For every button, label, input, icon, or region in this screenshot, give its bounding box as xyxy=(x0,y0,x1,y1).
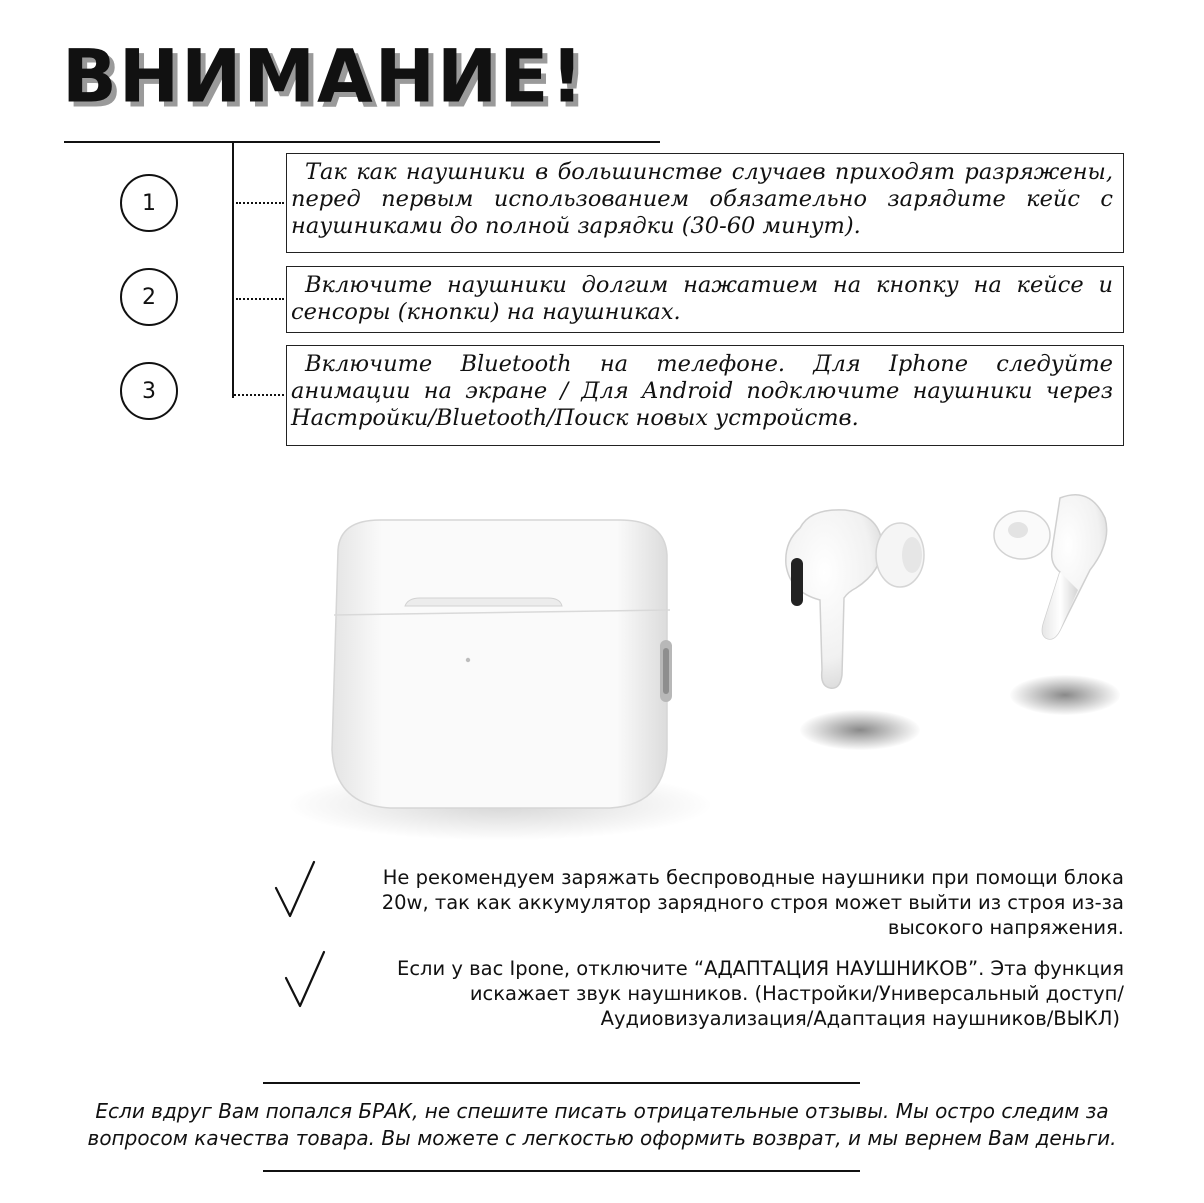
step-2-box xyxy=(286,266,1124,333)
earbuds-illustration xyxy=(760,480,1140,710)
note-2-line-3: Аудиовизуализация/Адаптация наушников/ВЫКЛ) xyxy=(600,1007,1120,1030)
step-3-connector xyxy=(234,394,284,396)
step-3-box xyxy=(286,345,1124,446)
footer-text xyxy=(40,1098,1164,1152)
checkmark-icon xyxy=(282,948,328,1010)
step-number-3: 3 xyxy=(120,362,178,420)
steps-connector-line xyxy=(232,141,234,398)
note-2-line-1: Если у вас Ipone, отключите “АДАПТАЦИЯ НАУШНИКОВ”. Эта функция xyxy=(397,957,1124,980)
page-title: ВНИМАНИЕ! xyxy=(62,33,586,119)
step-1-connector xyxy=(236,202,284,204)
step-number-1: 1 xyxy=(120,174,178,232)
step-2-connector xyxy=(236,298,284,300)
earbuds-case-illustration xyxy=(320,510,680,820)
left-earbud-shadow xyxy=(800,710,920,750)
note-1 xyxy=(382,865,1124,940)
note-1-line-3: высокого напряжения. xyxy=(887,916,1124,939)
footer-line-2: вопросом качества товара. Вы можете с легкостью оформить возврат, и мы вернем Вам деньги. xyxy=(87,1126,1117,1150)
note-1-line-2: 20w, так как аккумулятор зарядного строя может выйти из строя из-за xyxy=(381,891,1124,914)
footer-bottom-divider xyxy=(263,1170,860,1172)
step-3-text: Включите Bluetooth на телефоне. Для Iphone следуйте анимации на экране / Для Android подключите наушники через Настройки/Bluetooth/Поиск новых устройств. xyxy=(291,351,1113,431)
step-2-text: Включите наушники долгим нажатием на кнопку на кейсе и сенсоры (кнопки) на наушниках. xyxy=(291,272,1113,325)
step-1-text: Так как наушники в большинстве случаев приходят разряжены, перед первым использованием обязательно зарядите кейс с наушниками до полной зарядки (30-60 минут). xyxy=(291,159,1113,239)
note-2 xyxy=(397,956,1124,1031)
checkmark-icon xyxy=(272,858,318,920)
step-number-2: 2 xyxy=(120,268,178,326)
footer-top-divider xyxy=(263,1082,860,1084)
step-1-box xyxy=(286,153,1124,253)
note-1-line-1: Не рекомендуем заряжать беспроводные наушники при помощи блока xyxy=(382,866,1124,889)
title-underline xyxy=(64,141,660,143)
footer-line-1: Если вдруг Вам попался БРАК, не спешите писать отрицательные отзывы. Мы остро следим за xyxy=(95,1099,1109,1123)
note-2-line-2: искажает звук наушников. (Настройки/Универсальный доступ/ xyxy=(469,982,1124,1005)
